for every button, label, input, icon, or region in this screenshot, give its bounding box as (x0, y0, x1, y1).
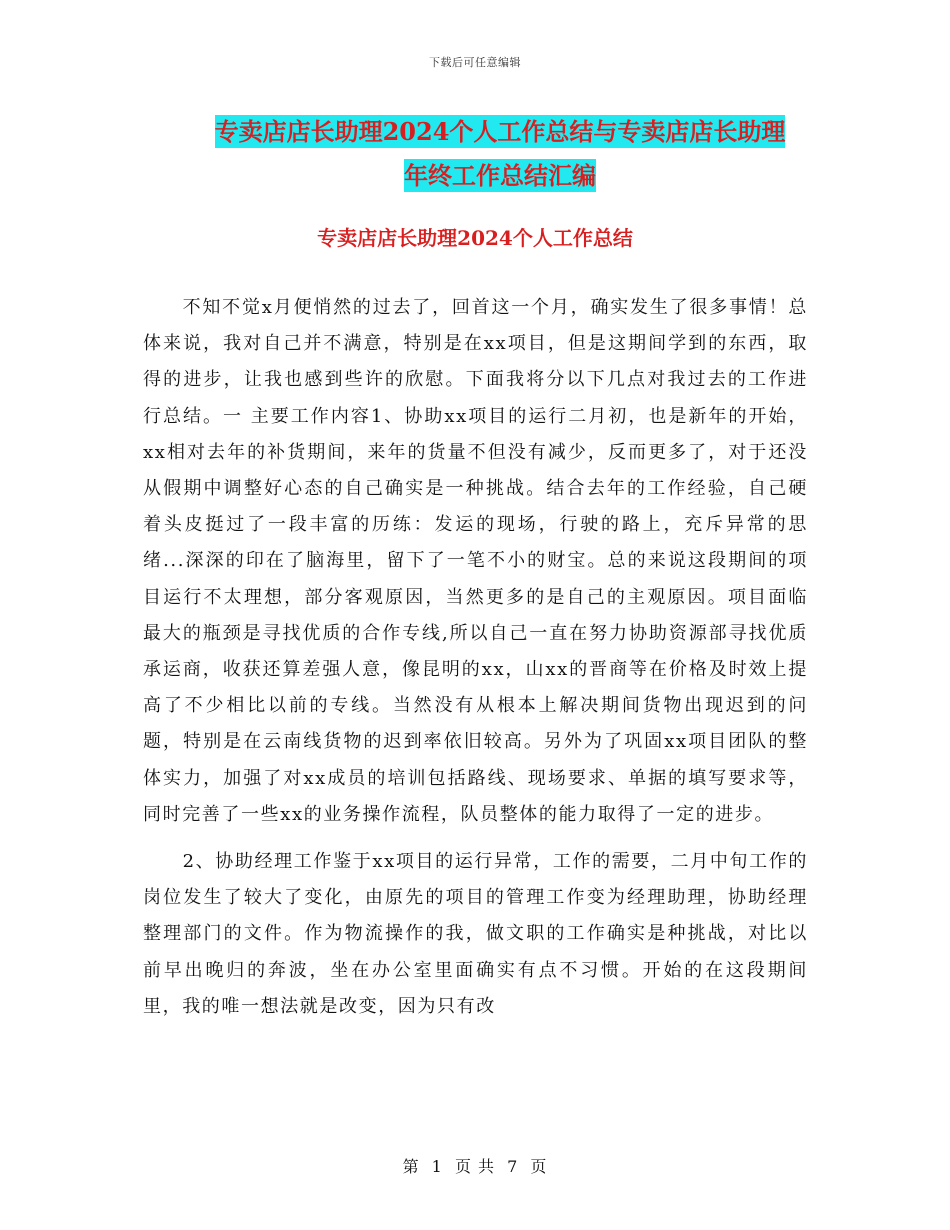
footer-prefix: 第 (402, 1157, 420, 1176)
current-page-number: 1 (431, 1157, 443, 1176)
paragraph: 不知不觉x月便悄然的过去了，回首这一个月，确实发生了很多事情！总体来说，我对自己并不满意，特别是在xx项目，但是这期间学到的东西，取得的进步，让我也感到些许的欣慰。下面我将分以下几点对我过去的工作进行总结。一 主要工作内容1、协助xx项目的运行二月初，也是新年的开始，xx相对去年的补货期间，来年的货量不但没有减少，反而更多了，对于还没从假期中调整好心态的自己确实是一种挑战。结合去年的工作经验，自己硬着头皮挺过了一段丰富的历练：发运的现场，行驶的路上，充斥异常的思绪...深深的印在了脑海里，留下了一笔不小的财宝。总的来说这段期间的项目运行不太理想，部分客观原因，当然更多的是自己的主观原因。项目面临最大的瓶颈是寻找优质的合作专线,所以自己一直在努力协助资源部寻找优质承运商，收获还算差强人意，像昆明的xx，山xx的晋商等在价格及时效上提高了不少相比以前的专线。当然没有从根本上解决期间货物出现迟到的问题，特别是在云南线货物的迟到率依旧较高。另外为了巩固xx项目团队的整体实力，加强了对xx成员的培训包括路线、现场要求、单据的填写要求等，同时完善了一些xx的业务操作流程，队员整体的能力取得了一定的进步。 (143, 297, 808, 825)
section-title: 专卖店店长助理2024个人工作总结 (317, 226, 633, 250)
total-page-count: 7 (507, 1157, 519, 1176)
paragraph: 2、协助经理工作鉴于xx项目的运行异常，工作的需要，二月中旬工作的岗位发生了较大了变化，由原先的项目的管理工作变为经理助理，协助经理整理部门的文件。作为物流操作的我，做文职的工作确实是种挑战，对比以前早出晚归的奔波，坐在办公室里面确实有点不习惯。开始的在这段期间里，我的唯一想法就是改变，因为只有改 (143, 851, 808, 1017)
body-text (143, 290, 808, 1036)
footer-suffix: 页 (530, 1157, 548, 1176)
header-note: 下载后可任意编辑 (429, 56, 521, 69)
document-title-line-1: 专卖店店长助理2024个人工作总结与专卖店店长助理 (214, 117, 786, 146)
document-title-line-2: 年终工作总结汇编 (404, 161, 596, 190)
footer-middle: 页 共 (454, 1157, 496, 1176)
page-number-footer (0, 1154, 950, 1177)
document-title (140, 110, 860, 198)
